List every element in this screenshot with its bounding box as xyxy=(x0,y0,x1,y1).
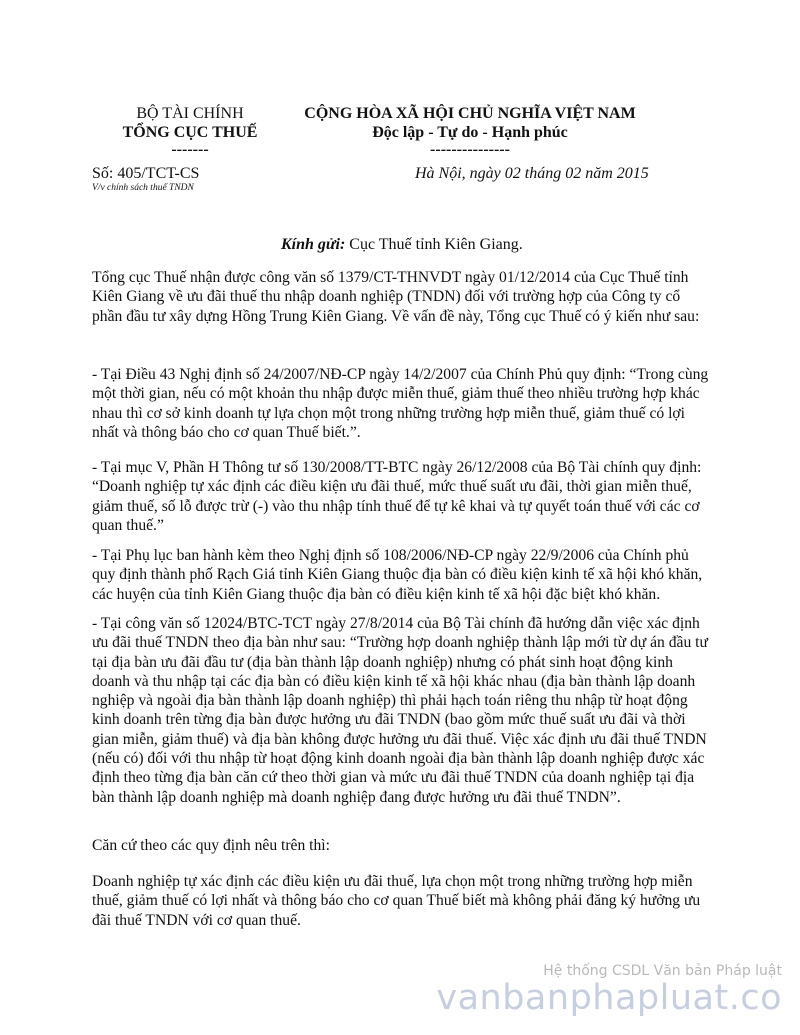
body-paragraph-circular-130: - Tại mục V, Phần H Thông tư số 130/2008/TT-BTC ngày 26/12/2008 của Bộ Tài chính quy định: “Doanh nghiệp tự xác định các điều kiện ưu đãi thuế, mức thuế suất ưu đãi, thời gian miễn thuế, giảm thuế, số lỗ được trừ (-) vào thu nhập tính thuế để tự kê khai và tự quyết toán thuế với các cơ quan thuế.” xyxy=(92,459,702,534)
watermark-caption: Hệ thống CSDL Văn bản Pháp luật xyxy=(543,963,782,979)
body-paragraph-decree-108: - Tại Phụ lục ban hành kèm theo Nghị định số 108/2006/NĐ-CP ngày 22/9/2006 của Chính phủ quy định thành phố Rạch Giá tỉnh Kiên Giang thuộc địa bàn có điều kiện kinh tế xã hội khó khăn, các huyện của tỉnh Kiên Giang thuộc địa bàn có điều kiện kinh tế xã hội đặc biệt khó khăn. xyxy=(92,547,703,603)
document-subject: V/v chính sách thuế TNDN xyxy=(92,183,194,193)
body-paragraph-basis: Căn cứ theo các quy định nêu trên thì: xyxy=(92,837,330,854)
agency-department: TỔNG CỤC THUẾ xyxy=(122,124,258,141)
recipient-label: Kính gửi: xyxy=(281,236,346,253)
body-paragraph-intro: Tổng cục Thuế nhận được công văn số 1379/CT-THNVDT ngày 01/12/2014 của Cục Thuế tỉnh Kiên Giang về ưu đãi thuế thu nhập doanh nghiệp (TNDN) đối với trường hợp của Công ty cổ phần đầu tư xây dựng Hồng Trung Kiên Giang. Về vấn đề này, Tổng cục Thuế có ý kiến như sau: xyxy=(92,269,700,325)
nation-title: CỘNG HÒA XÃ HỘI CHỦ NGHĨA VIỆT NAM xyxy=(304,105,636,122)
recipient-name: Cục Thuế tỉnh Kiên Giang. xyxy=(349,236,523,253)
agency-block xyxy=(100,104,280,157)
recipient-line xyxy=(281,236,523,254)
place-date: Hà Nội, ngày 02 tháng 02 năm 2015 xyxy=(415,165,649,182)
watermark-site: vanbanphapluat.co xyxy=(436,978,782,1018)
nation-separator: --------------- xyxy=(430,141,510,158)
nation-motto: Độc lập - Tự do - Hạnh phúc xyxy=(372,124,568,141)
national-motto-block xyxy=(290,104,650,157)
body-paragraph-conclusion: Doanh nghiệp tự xác định các điều kiện ưu đãi thuế, lựa chọn một trong những trường hợp miễn thuế, giảm thuế có lợi nhất và thông báo cho cơ quan Thuế biết mà không phải đăng ký hưởng ưu đãi thuế TNDN với cơ quan thuế. xyxy=(92,873,701,929)
body-paragraph-official-letter-12024: - Tại công văn số 12024/BTC-TCT ngày 27/8/2014 của Bộ Tài chính đã hướng dẫn việc xác định ưu đãi thuế TNDN theo địa bàn như sau: “Trường hợp doanh nghiệp thành lập mới từ dự án đầu tư tại địa bàn ưu đãi đầu tư (địa bàn thành lập doanh nghiệp) nhưng có phát sinh hoạt động kinh doanh và thu nhập tại các địa bàn có điều kiện kinh tế xã hội khác nhau (địa bàn thành lập doanh nghiệp và ngoài địa bàn thành lập doanh nghiệp) thì phải hạch toán riêng thu nhập từ hoạt động kinh doanh trên từng địa bàn được hưởng ưu đãi TNDN (bao gồm mức thuế suất ưu đãi và thời gian miễn, giảm thuế) và địa bàn không được hưởng ưu đãi thuế. Việc xác định ưu đãi thuế TNDN (nếu có) đối với thu nhập từ hoạt động kinh doanh ngoài địa bàn thành lập doanh nghiệp được xác định theo từng địa bàn căn cứ theo thời gian và mức ưu đãi thuế TNDN của doanh nghiệp tại địa bàn thành lập doanh nghiệp mà doanh nghiệp đang được hưởng ưu đãi thuế TNDN”. xyxy=(92,615,708,806)
agency-separator: ------- xyxy=(171,141,209,158)
document-number: Số: 405/TCT-CS xyxy=(92,165,200,182)
agency-ministry: BỘ TÀI CHÍNH xyxy=(136,105,244,122)
body-paragraph-decree-24: - Tại Điều 43 Nghị định số 24/2007/NĐ-CP ngày 14/2/2007 của Chính Phủ quy định: “Trong cùng một thời gian, nếu có một khoản thu nhập được miễn thuế, giảm thuế theo nhiều trường hợp khác nhau thì cơ sở kinh doanh tự lựa chọn một trong những trường hợp miễn thuế, giảm thuế có lợi nhất và thông báo cho cơ quan Thuế biết.”. xyxy=(92,366,709,441)
